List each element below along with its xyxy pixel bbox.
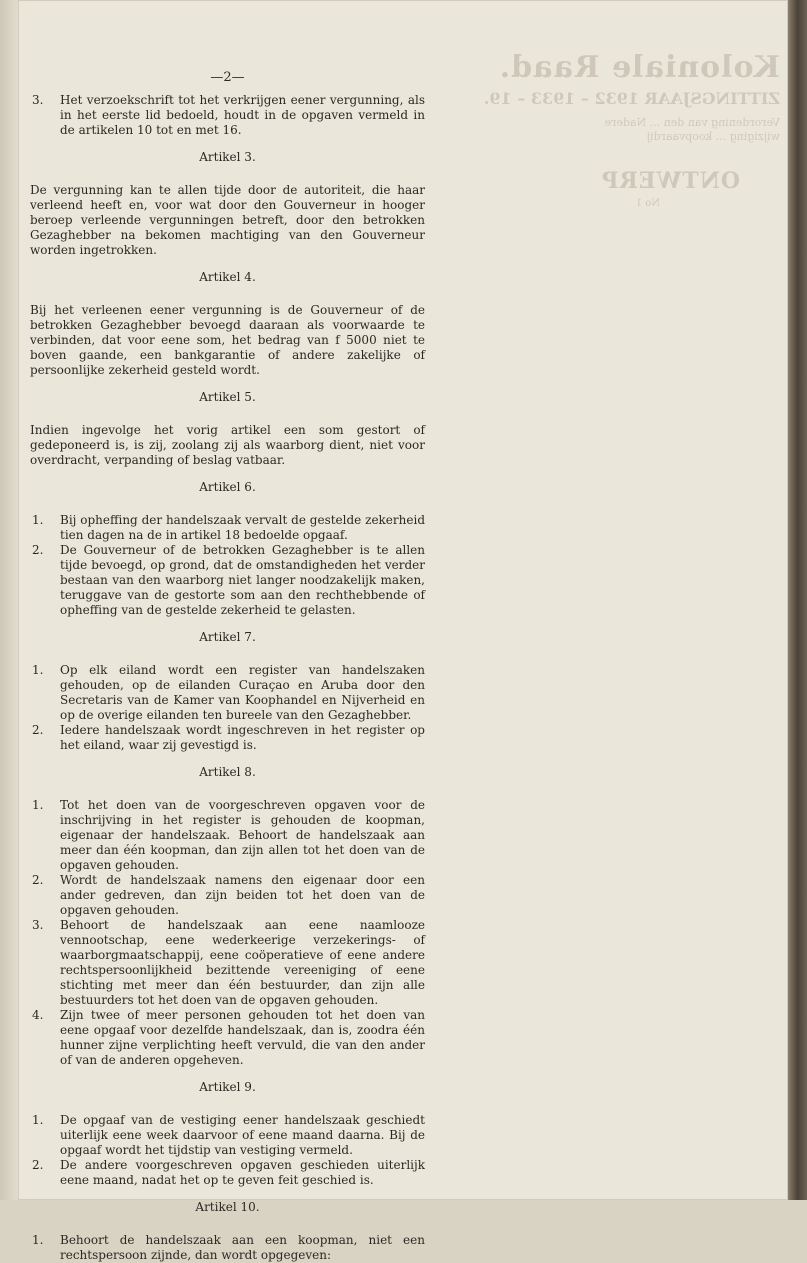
article-item (30, 798, 425, 873)
article-item (30, 513, 425, 543)
bleed-line-2: ZITTINGSJAAR 1932 – 1933 – 19. (483, 89, 780, 108)
article-paragraph: De vergunning kan te allen tijde door de autoriteit, die haar verleend heeft en, voor wat door den Gouverneur in hooger beroep verleende vergunningen betreft, door den betrokken Gezaghebber na bekomen machtiging van den Gouverneur worden ingetrokken. (30, 183, 425, 257)
article-heading: Artikel 4. (199, 270, 256, 284)
item-number: 1. (32, 513, 44, 527)
article-heading: Artikel 6. (199, 480, 256, 494)
article-item (30, 873, 425, 918)
item-number: 2. (32, 1158, 44, 1172)
bleed-line-1: Koloniale Raad. (498, 50, 780, 85)
bleed-line-3: Verordening van den ... Nadere wijziging ... koopvaardij (604, 116, 780, 143)
article-heading: Artikel 5. (199, 390, 256, 404)
article-item (30, 1158, 425, 1188)
item-text: De andere voorgeschreven opgaven geschieden uiterlijk eene maand, nadat het op te geven feit geschied is. (60, 1158, 425, 1187)
article-heading: Artikel 7. (199, 630, 256, 644)
article-heading: Artikel 8. (199, 765, 256, 779)
item-number: 2. (32, 543, 44, 557)
item-text: Zijn twee of meer personen gehouden tot het doen van eene opgaaf voor dezelfde handelszaak, dan is, zoodra één hunner zijne verplichting heeft vervuld, die van den ander of van de anderen opgeheven. (60, 1008, 425, 1067)
article-heading: Artikel 3. (199, 150, 256, 164)
article-heading: Artikel 10. (195, 1200, 260, 1214)
article-item (30, 1113, 425, 1158)
document-body (30, 70, 425, 1263)
item-number: 2. (32, 723, 44, 737)
article-paragraph: Indien ingevolge het vorig artikel een som gestort of gedeponeerd is, is zij, zoolang zij als waarborg dient, niet voor overdracht, verpanding of beslag vatbaar. (30, 423, 425, 467)
item-text: De Gouverneur of de betrokken Gezaghebber is te allen tijde bevoegd, op grond, dat de omstandigheden het verder bestaan van den waarborg niet langer noodzakelijk maken, teruggave van de gestorte som aan den rechthebbende of opheffing van de gestelde zekerheid te gelasten. (60, 543, 425, 617)
item-number: 2. (32, 873, 44, 887)
item-text: Bij opheffing der handelszaak vervalt de gestelde zekerheid tien dagen na de in artikel 18 bedoelde opgaaf. (60, 513, 425, 542)
article-item (30, 663, 425, 723)
bleed-through-text (480, 50, 780, 250)
item-number: 3. (32, 918, 44, 932)
item-text: Behoort de handelszaak aan eene naamlooze vennootschap, eene wederkeerige verzekerings- of waarborgmaatschappij, eene coöperatieve of eene andere rechtspersoonlijkheid bezittende vereeniging of eene stichting met meer dan één bestuurder, dan zijn alle bestuurders tot het doen van de opgaven gehouden. (60, 918, 425, 1007)
intro-item (30, 93, 425, 138)
item-number: 3. (32, 93, 44, 107)
item-number: 1. (32, 663, 44, 677)
bleed-line-4: ONTWERP (601, 168, 740, 194)
item-text: Behoort de handelszaak aan een koopman, niet een rechtspersoon zijnde, dan wordt opgegeven: (60, 1233, 425, 1262)
article-heading: Artikel 9. (199, 1080, 256, 1094)
item-number: 1. (32, 1113, 44, 1127)
item-text: De opgaaf van de vestiging eener handelszaak geschiedt uiterlijk eene week daarvoor of eene maand daarna. Bij de opgaaf wordt het tijdstip van vestiging vermeld. (60, 1113, 425, 1157)
article-item (30, 543, 425, 618)
article-item (30, 1008, 425, 1068)
item-text: Het verzoekschrift tot het verkrijgen eener vergunning, als in het eerste lid bedoeld, houdt in de opgaven vermeld in de artikelen 10 tot en met 16. (60, 93, 425, 137)
item-text: Op elk eiland wordt een register van handelszaken gehouden, op de eilanden Curaçao en Aruba door den Secretaris van de Kamer van Koophandel en Nijverheid en op de overige eilanden ten bureele van den Gezaghebber. (60, 663, 425, 722)
article-item (30, 1233, 425, 1263)
article-paragraph: Bij het verleenen eener vergunning is de Gouverneur of de betrokken Gezaghebber bevoegd daaraan als voorwaarde te verbinden, dat voor eene som, het bedrag van f 5000 niet te boven gaande, een bankgarantie of andere zakelijke of persoonlijke zekerheid gesteld wordt. (30, 303, 425, 377)
page-number: —2— (210, 70, 245, 85)
item-text: Tot het doen van de voorgeschreven opgaven voor de inschrijving in het register is gehouden de koopman, eigenaar der handelszaak. Behoort de handelszaak aan meer dan één koopman, dan zijn allen tot het doen van de opgaven gehouden. (60, 798, 425, 872)
article-item (30, 918, 425, 1008)
item-number: 4. (32, 1008, 44, 1022)
item-number: 1. (32, 798, 44, 812)
item-text: Wordt de handelszaak namens den eigenaar door een ander gedreven, dan zijn beiden tot het doen van de opgaven gehouden. (60, 873, 425, 917)
item-number: 1. (32, 1233, 44, 1247)
bleed-line-5: No 1 (635, 198, 660, 209)
page-left-edge (0, 0, 18, 1200)
article-item (30, 723, 425, 753)
item-text: Iedere handelszaak wordt ingeschreven in het register op het eiland, waar zij gevestigd is. (60, 723, 425, 752)
page-binding-edge (788, 0, 807, 1200)
